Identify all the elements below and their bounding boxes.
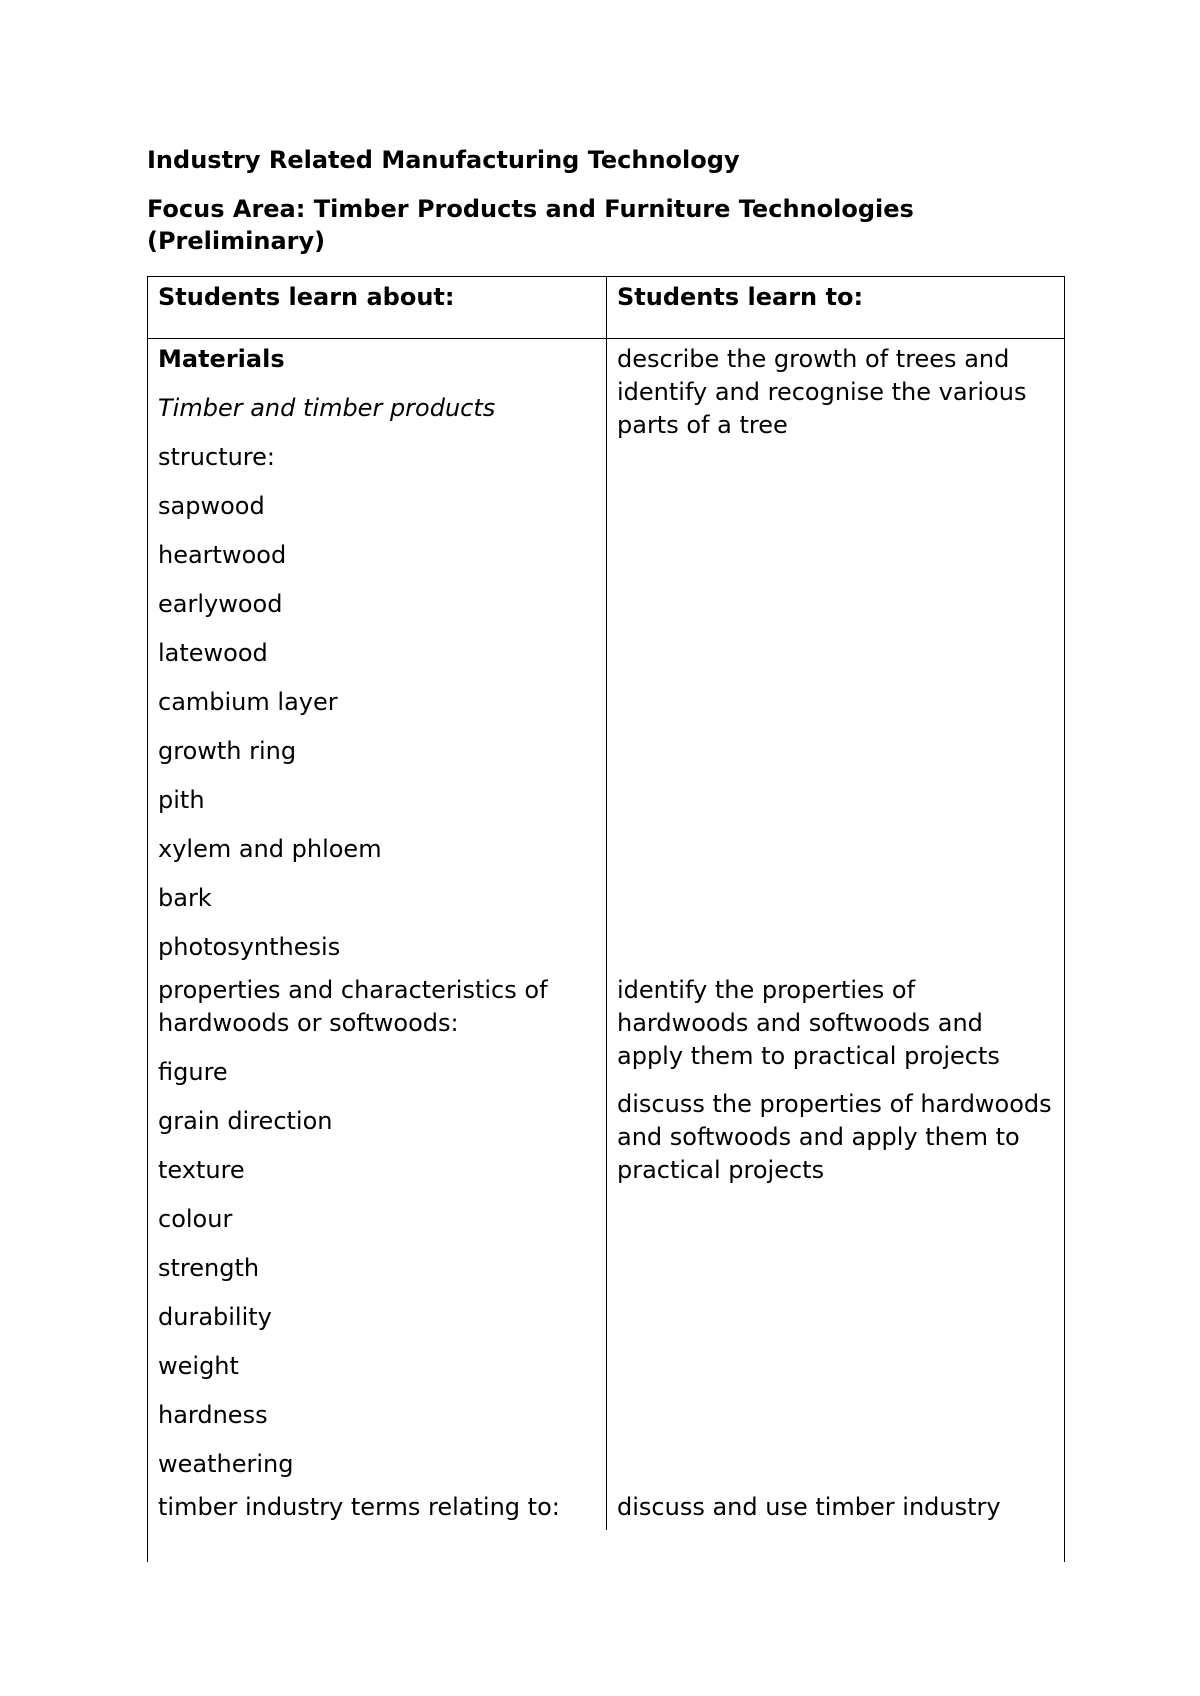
curriculum-table — [148, 277, 1064, 1530]
list-item: weathering — [158, 1449, 294, 1478]
list-item: weight — [158, 1351, 239, 1380]
list-item: photosynthesis — [158, 932, 341, 961]
list-item: heartwood — [158, 540, 287, 569]
learn-to-cell — [607, 338, 1065, 970]
list-item: sapwood — [158, 491, 265, 520]
list-item: latewood — [158, 638, 268, 667]
list-item: hardness — [158, 1400, 268, 1429]
learning-outcome: discuss and use timber industry — [617, 1492, 1001, 1521]
topic-intro: structure: — [158, 442, 275, 471]
list-item: durability — [158, 1302, 272, 1331]
learn-about-cell — [148, 970, 607, 1487]
header-learn-about: Students learn about: — [148, 277, 607, 338]
list-item: cambium layer — [158, 687, 338, 716]
list-item: bark — [158, 883, 212, 912]
learn-to-cell — [607, 1487, 1065, 1530]
learn-about-cell — [148, 1487, 607, 1530]
list-item: colour — [158, 1204, 233, 1233]
learn-about-cell — [148, 338, 607, 970]
list-item: pith — [158, 785, 205, 814]
learning-outcome: discuss the properties of hardwoods and softwoods and apply them to practical projects — [617, 1089, 1052, 1184]
document-title: Industry Related Manufacturing Technology — [147, 146, 740, 174]
list-item: earlywood — [158, 589, 283, 618]
table-row — [148, 338, 1064, 970]
list-item: texture — [158, 1155, 245, 1184]
list-item: growth ring — [158, 736, 297, 765]
learning-outcome: identify the properties of hardwoods and softwoods and apply them to practical projects — [617, 975, 1000, 1070]
table-row — [148, 1487, 1064, 1530]
focus-area-heading: Focus Area: Timber Products and Furniture Technologies (Preliminary) — [147, 195, 914, 255]
header-learn-to: Students learn to: — [607, 277, 1065, 338]
learn-to-cell — [607, 970, 1065, 1487]
table-row — [148, 970, 1064, 1487]
topic-intro: properties and characteristics of hardwoods or softwoods: — [158, 975, 548, 1037]
section-heading: Materials — [158, 344, 285, 373]
topic-intro: timber industry terms relating to: — [158, 1492, 560, 1521]
list-item: xylem and phloem — [158, 834, 382, 863]
list-item: grain direction — [158, 1106, 333, 1135]
list-item: strength — [158, 1253, 260, 1282]
list-item: figure — [158, 1057, 228, 1086]
subsection-heading: Timber and timber products — [158, 393, 496, 422]
learning-outcome: describe the growth of trees and identify and recognise the various parts of a tree — [617, 344, 1027, 439]
curriculum-table-frame — [147, 276, 1065, 1562]
table-header-row — [148, 277, 1064, 338]
